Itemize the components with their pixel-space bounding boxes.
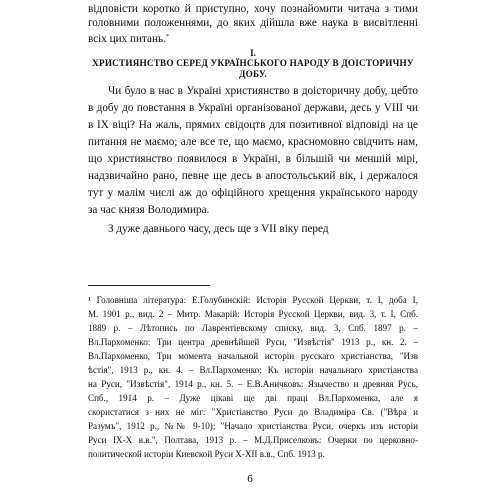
footnote-line: 1889 р. – Лѣтопись по Лаврентіевскому списку, вид. 3, Спб. 1897 р. –	[88, 323, 418, 333]
footnote-line: Вл.Пархоменко, Три момента начальной исторіи русскаго христіанства, "Изв	[88, 351, 418, 361]
footnote-line: Разумъ", 1912 р., №№ 9-10); "Начало христіанства Руси, очеркъ изъ исторіи	[88, 421, 418, 431]
paragraph-line: Чи було в нас в Україні християнство в доісторичну добу, цебто	[108, 85, 418, 97]
paragraph-line-last: за час князя Володимира.	[88, 204, 210, 216]
body-line-last	[88, 30, 418, 46]
footnote-mark: *	[165, 33, 170, 40]
paragraph-line: З дуже давнього часу, десь ще з VII віку перед	[108, 223, 329, 235]
footnote-separator	[88, 285, 210, 286]
paragraph-line: питання не маємо; але все те, що маємо, красномовно свідчить нам,	[88, 136, 418, 148]
footnote-line: на Руси, "Извѣстія", 1914 р., кн. 5. – Е.В.Аничковъ: Язычество и древняя Русь,	[88, 379, 418, 389]
section-title-continued: ДОБУ.	[239, 69, 267, 79]
section-number: I.	[250, 48, 256, 58]
paragraph-line: тут у малім числі аж до офіційного хрещення українського народу	[88, 187, 418, 199]
footnote-line: Вл.Пархоменко: Три центра древнѣйшей Руси, "Извѣстія" 1913 р., кн. 2. –	[88, 337, 418, 347]
footnote-line: М. 1901 р., вид. 2 – Митр. Макарій: Исторія Русской Церкви, вид. 3, т. I, Спб.	[88, 309, 418, 319]
paragraph-line: в IX віці? На жаль, прямих свідоцтв для позитивної відповіді на це	[88, 119, 418, 131]
body-line-text: всіх цих питань.	[88, 33, 166, 45]
footnote-line: ¹ Головніша література: Е.Голубинскій: Исторія Русской Церкви, т. I, доба I,	[88, 295, 418, 305]
section-title: ХРИСТИЯНСТВО СЕРЕД УКРАЇНСЬКОГО НАРОДУ В ДОІСТОРИЧНУ	[92, 58, 414, 68]
footnote-line: скористатися з них не міг: "Христіанство Руси до Владиміра Св. ("Вѣра и	[88, 407, 418, 417]
paragraph-line: що християнство появилося в Україні, в більшій чи меншій мірі,	[88, 153, 418, 165]
body-line: відповісти коротко й приступно, хочу познайомити читача з тими	[88, 3, 418, 15]
paragraph-line: надзвичайно рано, певне ще десь в апостольський вік, і держалося	[88, 170, 418, 182]
footnote-line: ѣстія", 1913 р., кн. 4. – Вл.Пархоменко: Къ исторіи начальнаго христіанства	[88, 365, 418, 375]
text-column	[88, 0, 418, 500]
paragraph-line: в добу до повстання в Україні організованої держави, десь у VIII чи	[88, 102, 418, 114]
footnote-line: политической исторіи Киевской Руси X-XII в.в., Спб. 1913 р.	[88, 449, 325, 459]
page-number: 6	[247, 473, 253, 485]
footnote-line: Руси IX-X в.в.", Полтава, 1913 р. – М.Д.Приселковъ: Очерки по церковно-	[88, 435, 418, 445]
body-line: головними положеннями, до яких дійшла вже наука в висвітленні	[88, 17, 418, 29]
footnote-line: Спб., 1914 р. – Дуже цікаві ще дві праці Вл.Пархоменка, але я	[88, 393, 418, 403]
